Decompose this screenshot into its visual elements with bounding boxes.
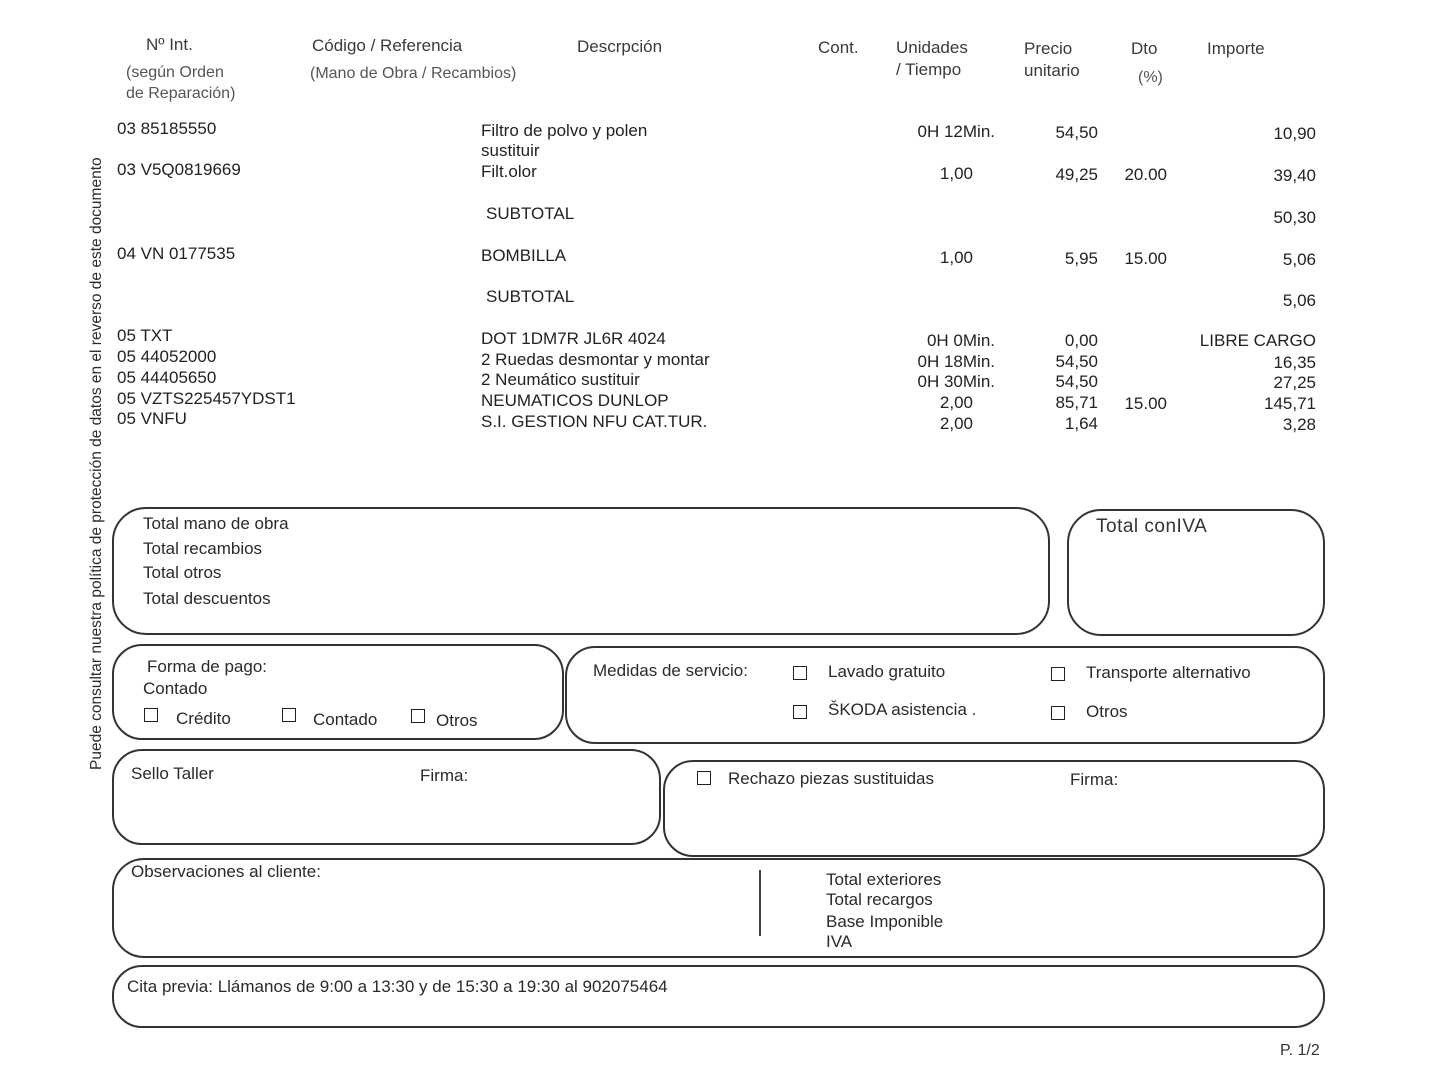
header-dto-pct: (%) (1138, 69, 1163, 86)
line-price: 54,50 (1055, 372, 1098, 391)
line-desc2: sustituir (481, 141, 540, 160)
line-price: 85,71 (1055, 393, 1098, 412)
data-protection-note: Puede consultar nuestra política de protección de datos en el reverso de este documento (88, 157, 105, 770)
line-units: 2,00 (939, 414, 973, 433)
observaciones-divider (759, 870, 761, 936)
header-precio: Precio (1024, 39, 1073, 58)
line-code: 04 VN 0177535 (117, 244, 236, 263)
service-title: Medidas de servicio: (593, 661, 748, 680)
total-mano-obra-label: Total mano de obra (143, 514, 289, 533)
line-units: 1,00 (939, 248, 973, 267)
line-dto: 20.00 (1124, 165, 1167, 184)
line-desc: Filt.olor (481, 162, 537, 181)
line-desc: 2 Ruedas desmontar y montar (481, 350, 710, 369)
line-amount: 145,71 (1264, 394, 1316, 413)
payment-value: Contado (143, 679, 208, 698)
rechazo-firma-label: Firma: (1070, 770, 1119, 789)
base-imponible-label: Base Imponible (826, 912, 944, 931)
line-units: 2,00 (939, 393, 973, 412)
skoda-label: ŠKODA asistencia . (828, 700, 977, 719)
line-price: 49,25 (1055, 165, 1098, 184)
contado-checkbox[interactable] (282, 708, 296, 722)
header-n-int-sub1: (según Orden (126, 64, 224, 81)
skoda-checkbox[interactable] (793, 705, 807, 719)
line-units: 0H 30Min. (917, 372, 995, 391)
line-code: 05 44052000 (117, 347, 217, 366)
line-desc: Filtro de polvo y polen (481, 121, 648, 140)
line-code: 05 TXT (117, 326, 173, 345)
rechazo-checkbox[interactable] (697, 771, 711, 785)
line-units: 0H 0Min. (926, 331, 995, 350)
line-desc: S.I. GESTION NFU CAT.TUR. (481, 412, 708, 431)
line-amount: LIBRE CARGO (1199, 331, 1316, 350)
line-units: 0H 12Min. (917, 122, 995, 141)
line-amount: 27,25 (1273, 373, 1316, 392)
total-descuentos-label: Total descuentos (143, 589, 271, 608)
line-code: 05 VZTS225457YDST1 (117, 389, 296, 408)
line-amount: 39,40 (1273, 166, 1316, 185)
iva-label: IVA (826, 932, 853, 951)
otros-payment-label: Otros (436, 711, 478, 730)
sello-label: Sello Taller (131, 764, 214, 783)
line-desc: DOT 1DM7R JL6R 4024 (481, 329, 666, 348)
total-iva-label: Total conIVA (1096, 516, 1208, 537)
line-price: 54,50 (1055, 352, 1098, 371)
line-amount: 10,90 (1273, 124, 1316, 143)
line-code: 03 85185550 (117, 119, 217, 138)
line-units: 0H 18Min. (917, 352, 995, 371)
header-n-int-sub2: de Reparación) (126, 85, 236, 102)
line-amount: 3,28 (1282, 415, 1316, 434)
header-cont: Cont. (818, 38, 859, 57)
otros-payment-checkbox[interactable] (411, 709, 425, 723)
transporte-checkbox[interactable] (1051, 667, 1065, 681)
credito-label: Crédito (176, 709, 231, 728)
total-recargos-label: Total recargos (826, 890, 933, 909)
header-codigo: Código / Referencia (312, 36, 463, 55)
line-price: 1,64 (1064, 414, 1098, 433)
credito-checkbox[interactable] (144, 708, 158, 722)
line-desc: NEUMATICOS DUNLOP (481, 391, 669, 410)
payment-title: Forma de pago: (147, 657, 268, 676)
header-n-int: Nº Int. (146, 35, 193, 54)
header-importe: Importe (1207, 39, 1265, 58)
line-price: 5,95 (1064, 249, 1098, 268)
line-price: 54,50 (1055, 123, 1098, 142)
line-code: 05 VNFU (117, 409, 187, 428)
line-code: 05 44405650 (117, 368, 217, 387)
header-unitario: unitario (1024, 61, 1080, 80)
sello-firma-label: Firma: (420, 766, 469, 785)
line-desc: 2 Neumático sustituir (481, 370, 640, 389)
line-dto: 15.00 (1124, 249, 1167, 268)
line-price: 0,00 (1064, 331, 1098, 350)
cita-previa-text: Cita previa: Llámanos de 9:00 a 13:30 y de 15:30 a 19:30 al 902075464 (127, 977, 668, 996)
subtotal-amount: 5,06 (1282, 291, 1316, 310)
line-amount: 16,35 (1273, 353, 1316, 372)
header-tiempo: / Tiempo (896, 60, 962, 79)
header-codigo-sub: (Mano de Obra / Recambios) (310, 65, 517, 82)
transporte-label: Transporte alternativo (1086, 663, 1251, 682)
total-exteriores-label: Total exteriores (826, 870, 942, 889)
otros-service-label: Otros (1086, 702, 1128, 721)
subtotal-label: SUBTOTAL (486, 287, 575, 306)
header-dto: Dto (1131, 39, 1158, 58)
line-amount: 5,06 (1282, 250, 1316, 269)
total-recambios-label: Total recambios (143, 539, 263, 558)
lavado-label: Lavado gratuito (828, 662, 946, 681)
line-dto: 15.00 (1124, 394, 1167, 413)
line-code: 03 V5Q0819669 (117, 160, 241, 179)
rechazo-label: Rechazo piezas sustituidas (728, 769, 935, 788)
lavado-checkbox[interactable] (793, 666, 807, 680)
contado-label: Contado (313, 710, 378, 729)
page-number: P. 1/2 (1280, 1042, 1320, 1059)
subtotal-amount: 50,30 (1273, 208, 1316, 227)
subtotal-label: SUBTOTAL (486, 204, 575, 223)
otros-service-checkbox[interactable] (1051, 706, 1065, 720)
observaciones-label: Observaciones al cliente: (131, 862, 321, 881)
header-descripcion: Descrpción (577, 37, 663, 56)
total-otros-label: Total otros (143, 563, 222, 582)
header-unidades: Unidades (896, 38, 968, 57)
line-desc: BOMBILLA (481, 246, 567, 265)
line-units: 1,00 (939, 164, 973, 183)
